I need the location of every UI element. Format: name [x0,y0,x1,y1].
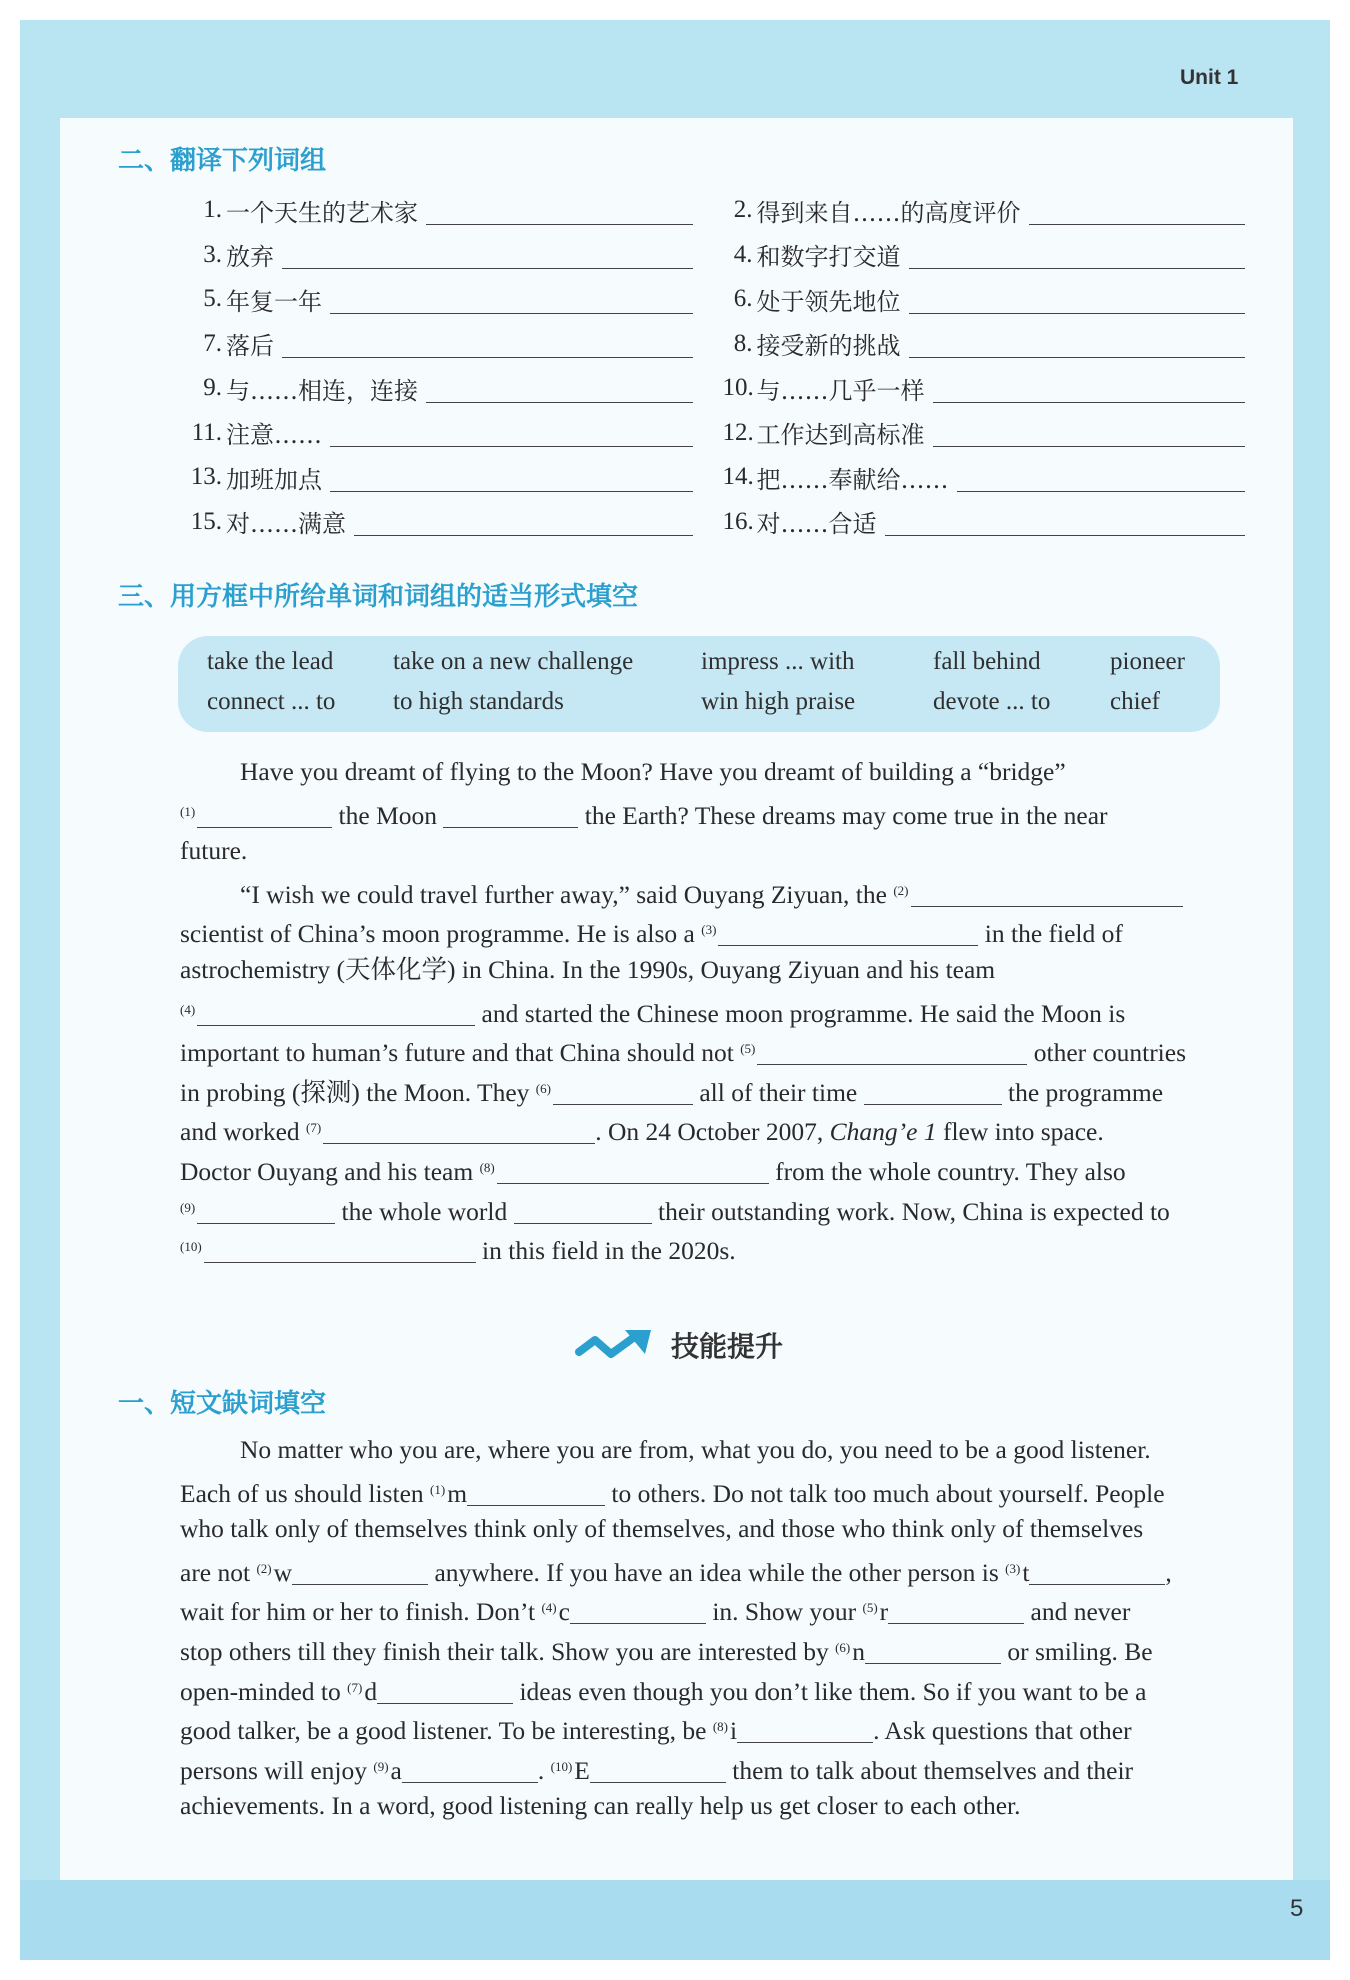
answer-blank[interactable] [885,507,1246,536]
passage-text: or smiling. Be [1007,1636,1153,1666]
answer-blank[interactable] [426,196,693,225]
blank-number: (4) [541,1600,557,1616]
passage-line [180,1786,1270,1826]
item-phrase: 对……合适 [756,510,877,539]
passage-text: are not [180,1557,251,1587]
item-phrase: 接受新的挑战 [756,332,901,361]
passage-text: flew into space. [942,1117,1104,1147]
section3-passage [180,752,1270,1267]
blank-initial: m [447,1478,468,1508]
passage-text: and never [1030,1597,1131,1627]
item-phrase: 工作达到高标准 [756,421,925,450]
item-number: 15. [190,507,222,535]
answer-blank[interactable] [330,463,693,492]
item-phrase: 把……奉献给…… [756,465,949,494]
answer-blank[interactable] [426,374,693,403]
item-phrase: 得到来自……的高度评价 [756,198,1021,227]
blank-number: (3) [1005,1560,1021,1576]
top-band [20,20,1330,118]
answer-blank[interactable] [514,1199,652,1224]
passage-text: Doctor Ouyang and his team [180,1156,474,1186]
passage-text: Each of us should listen [180,1478,424,1508]
blank-initial: w [273,1557,293,1587]
passage-text: to others. Do not talk too much about yourself. People [611,1478,1165,1508]
answer-blank[interactable] [204,1238,476,1263]
passage-text: Have you dreamt of flying to the Moon? Have you dreamt of building a “bridge” [240,757,1066,786]
passage-text: other countries [1033,1038,1187,1068]
passage-text: . On 24 October 2007, [595,1117,824,1147]
translation-row [170,322,1270,367]
answer-blank[interactable] [933,418,1246,447]
passage-text: in. Show your [712,1597,857,1627]
passage-text: future. [180,836,248,866]
blank-number: (10) [180,1239,202,1255]
passage-line [180,910,1270,950]
item-phrase: 加班加点 [226,465,322,494]
passage-text: wait for him or her to finish. Don’t [180,1597,536,1627]
passage-line [180,1029,1270,1069]
item-phrase: 对……满意 [226,510,346,539]
blank-number: (6) [835,1639,851,1655]
answer-blank[interactable] [197,1001,475,1026]
passage-line [180,1108,1270,1148]
passage-line [180,1430,1270,1470]
skills-header [575,1325,783,1365]
passage-text: in this field in the 2020s. [482,1236,736,1266]
passage-text: and worked [180,1117,300,1147]
passage-line [180,752,1270,792]
blank-number: (8) [479,1159,495,1175]
blank-number: (5) [862,1600,878,1616]
right-band [1293,20,1330,1960]
answer-blank[interactable] [570,1599,706,1624]
passage-text: persons will enjoy [180,1755,367,1785]
passage-text: No matter who you are, where you are from, what you do, you need to be a good listener. [240,1435,1151,1464]
blank-initial: i [729,1716,738,1746]
item-number: 3. [203,240,222,268]
passage-line [180,1707,1270,1747]
blank-number: (7) [347,1679,363,1695]
answer-blank[interactable] [865,1639,1001,1664]
answer-blank[interactable] [402,1758,538,1783]
answer-blank[interactable] [553,1080,693,1105]
passage-text: and started the Chinese moon programme. He said the Moon is [481,998,1126,1028]
item-number: 11. [191,418,222,446]
item-number: 16. [722,507,754,535]
translation-row [170,188,1270,233]
answer-blank[interactable] [330,418,693,447]
answer-blank[interactable] [737,1718,873,1743]
answer-blank[interactable] [909,285,1246,314]
answer-blank[interactable] [197,1199,335,1224]
passage-text: , [1165,1557,1172,1587]
item-phrase: 落后 [226,332,274,361]
item-number: 5. [203,285,222,313]
answer-blank[interactable] [443,803,578,828]
translation-row [170,366,1270,411]
page-number: 5 [1290,1895,1304,1922]
passage-line [180,950,1270,990]
item-number: 6. [733,285,753,313]
bottom-band [20,1880,1330,1960]
answer-blank[interactable] [757,1040,1027,1065]
answer-blank[interactable] [1029,1560,1165,1585]
answer-blank[interactable] [292,1560,428,1585]
item-number: 12. [722,418,754,446]
passage-line [180,871,1270,911]
answer-blank[interactable] [467,1481,605,1506]
blank-initial: c [558,1597,570,1627]
blank-initial: E [574,1755,590,1785]
section2-title: 二、翻译下列词组 [118,146,327,176]
passage-line [180,1188,1270,1228]
translation-row [170,233,1270,278]
passage-text: all of their time [699,1077,858,1107]
passage-line [180,1747,1270,1787]
passage-text: the Moon [338,800,437,830]
item-number: 2. [733,196,753,224]
blank-initial: t [1022,1557,1030,1587]
item-phrase: 处于领先地位 [756,287,901,316]
answer-blank[interactable] [864,1080,1002,1105]
passage-text: anywhere. If you have an idea while the other person is [434,1557,999,1587]
passage-text: “I wish we could travel further away,” said Ouyang Ziyuan, the [240,879,887,909]
word-box-item: win high praise [701,688,856,715]
passage-text: scientist of China’s moon programme. He is also a [180,919,695,949]
word-box-item: impress ... with [701,648,855,675]
passage-text: . [537,1755,545,1785]
word-box [178,636,1220,732]
passage-line [180,1628,1270,1668]
part1-passage [180,1430,1270,1826]
answer-blank[interactable] [888,1599,1024,1624]
passage-line [180,990,1270,1030]
passage-line [180,1549,1270,1589]
blank-number: (5) [740,1041,756,1057]
item-number: 1. [203,196,222,224]
blank-number: (8) [712,1719,728,1735]
passage-text: the Earth? These dreams may come true in the near [584,800,1108,830]
blank-initial: n [852,1636,866,1666]
word-box-item: fall behind [933,648,1041,675]
passage-text: them to talk about themselves and their [732,1755,1134,1785]
item-number: 7. [203,329,222,357]
answer-blank[interactable] [282,329,693,358]
passage-text: achievements. In a word, good listening can really help us get closer to each other. [180,1791,1021,1821]
answer-blank[interactable] [957,463,1246,492]
word-box-item: pioneer [1110,648,1185,675]
part1-title: 一、短文缺词填空 [118,1389,327,1419]
item-number: 10. [722,374,754,402]
item-number: 14. [722,463,754,491]
passage-line [180,1148,1270,1188]
blank-number: (2) [893,882,909,898]
translation-row [170,500,1270,545]
answer-blank[interactable] [497,1159,769,1184]
section3-title: 三、用方框中所给单词和词组的适当形式填空 [118,582,639,612]
passage-text: important to human’s future and that China should not [180,1038,734,1068]
answer-blank[interactable] [330,285,693,314]
passage-line [180,1509,1270,1549]
passage-text: the programme [1007,1077,1164,1107]
item-phrase: 年复一年 [226,287,322,316]
item-phrase: 注意…… [226,421,322,450]
blank-number: (1) [180,803,196,819]
answer-blank[interactable] [909,240,1246,269]
item-number: 4. [733,240,753,268]
answer-blank[interactable] [323,1119,595,1144]
passage-line [180,1069,1270,1109]
translation-row [170,411,1270,456]
passage-text: Chang’e 1 [829,1117,937,1147]
word-box-item: chief [1110,688,1160,715]
passage-line [180,831,1270,871]
word-box-item: connect ... to [207,688,336,715]
passage-text: astrochemistry (天体化学) in China. In the 1990s, Ouyang Ziyuan and his team [180,954,996,984]
passage-text: open-minded to [180,1676,341,1706]
answer-blank[interactable] [909,329,1246,358]
passage-line [180,1227,1270,1267]
answer-blank[interactable] [933,374,1246,403]
translation-grid [170,188,1270,544]
word-box-item: take on a new challenge [393,648,634,675]
passage-line [180,1588,1270,1628]
blank-initial: a [390,1755,402,1785]
word-box-item: to high standards [393,688,564,715]
unit-label: Unit 1 [1180,66,1239,89]
blank-number: (3) [701,922,717,938]
answer-blank[interactable] [1029,196,1246,225]
passage-text: in the field of [984,919,1123,949]
blank-number: (6) [535,1080,551,1096]
passage-text: . Ask questions that other [873,1716,1132,1746]
passage-line [180,1470,1270,1510]
blank-initial: d [364,1676,378,1706]
word-box-item: take the lead [207,648,334,675]
blank-number: (10) [550,1758,573,1774]
answer-blank[interactable] [718,921,978,946]
answer-blank[interactable] [911,882,1183,907]
passage-text: in probing (探测) the Moon. They [180,1077,530,1107]
blank-number: (9) [180,1199,196,1215]
skills-title: 技能提升 [671,1330,784,1363]
passage-text: good talker, be a good listener. To be interesting, be [180,1716,707,1746]
passage-text: the whole world [341,1196,508,1226]
blank-number: (7) [306,1120,322,1136]
trend-arrow-icon [575,1328,657,1362]
answer-blank[interactable] [354,507,693,536]
left-band [20,20,60,1960]
answer-blank[interactable] [282,240,693,269]
blank-number: (2) [256,1560,272,1576]
translation-row [170,277,1270,322]
item-phrase: 与……相连，连接 [226,376,418,405]
blank-number: (9) [373,1758,389,1774]
item-number: 13. [190,463,222,491]
answer-blank[interactable] [377,1679,513,1704]
passage-text: from the whole country. They also [775,1156,1126,1186]
answer-blank[interactable] [590,1758,726,1783]
passage-line [180,1668,1270,1708]
blank-initial: r [879,1597,889,1627]
item-phrase: 放弃 [226,243,274,272]
word-box-item: devote ... to [933,688,1051,715]
item-phrase: 一个天生的艺术家 [226,198,418,227]
passage-text: ideas even though you don’t like them. So if you want to be a [519,1676,1147,1706]
passage-line [180,792,1270,832]
item-number: 8. [733,329,753,357]
answer-blank[interactable] [197,803,332,828]
item-phrase: 与……几乎一样 [756,376,925,405]
translation-row [170,455,1270,500]
passage-text: stop others till they finish their talk. Show you are interested by [180,1636,829,1666]
passage-text: who talk only of themselves think only of themselves, and those who think only of themselves [180,1514,1144,1544]
passage-text: their outstanding work. Now, China is expected to [658,1196,1170,1226]
item-number: 9. [203,374,222,402]
blank-number: (4) [180,1001,196,1017]
item-phrase: 和数字打交道 [756,243,901,272]
blank-number: (1) [430,1481,446,1497]
